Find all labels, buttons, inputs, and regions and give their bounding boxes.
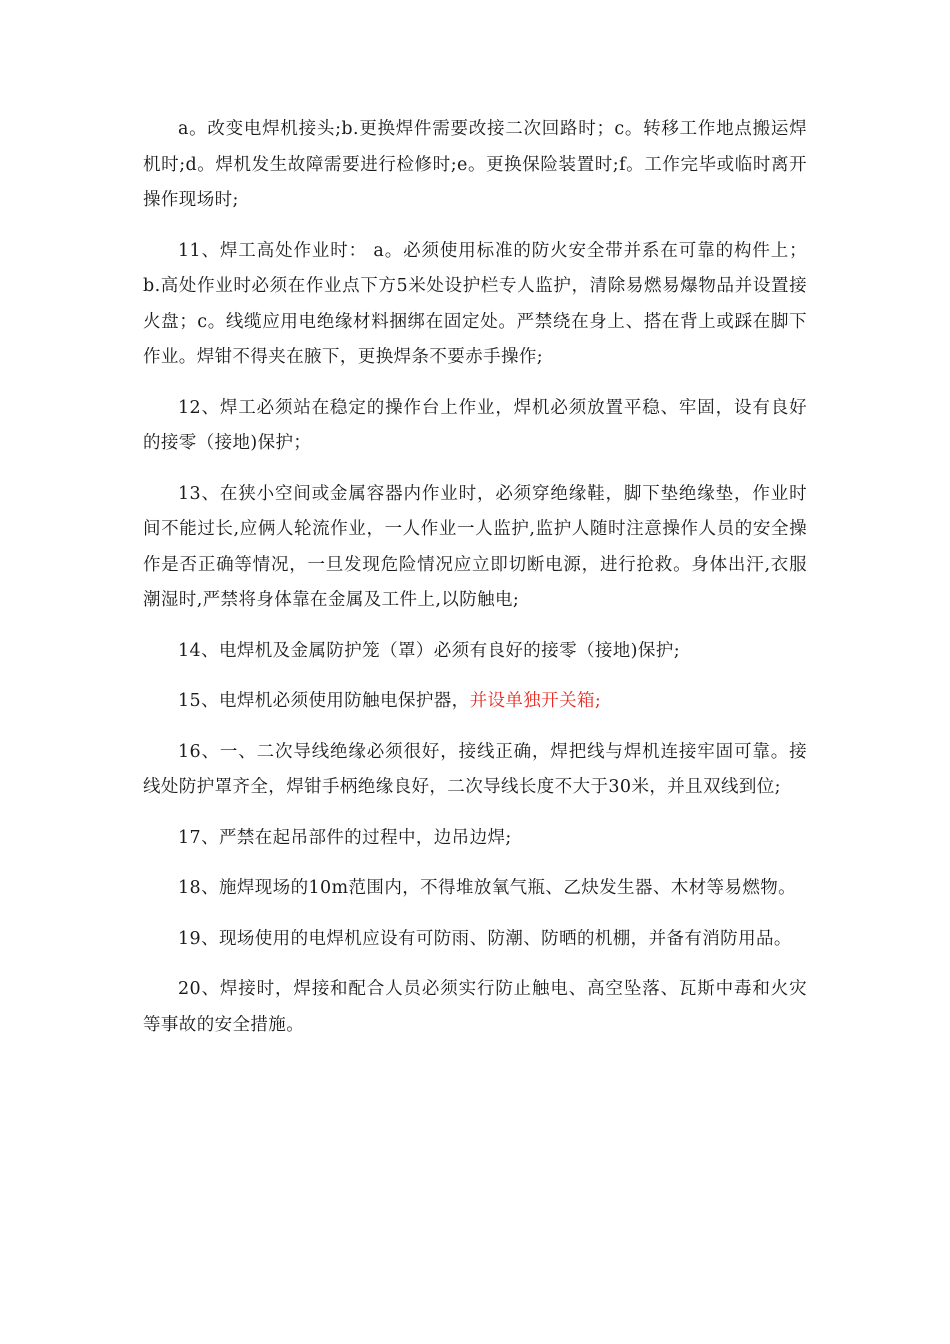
paragraph-item-20: 20、焊接时，焊接和配合人员必须实行防止触电、高空坠落、瓦斯中毒和火灾等事故的安全措施。 (143, 979, 807, 1035)
document-body (143, 112, 807, 1058)
paragraph-15-highlight: 并设单独开关箱; (469, 691, 602, 711)
paragraph-item-a: a。改变电焊机接头;b.更换焊件需要改接二次回路时；c。转移工作地点搬运焊机时;d。焊机发生故障需要进行检修时;e。更换保险装置时;f。工作完毕或临时离开操作现场时; (143, 119, 807, 210)
paragraph-item-18: 18、施焊现场的10m范围内，不得堆放氧气瓶、乙炔发生器、木材等易燃物。 (178, 878, 797, 898)
paragraph-item-17: 17、严禁在起吊部件的过程中，边吊边焊; (178, 827, 512, 848)
paragraph-item-19: 19、现场使用的电焊机应设有可防雨、防潮、防晒的机棚，并备有消防用品。 (178, 928, 792, 949)
paragraph-15-text: 15、电焊机必须使用防触电保护器， (178, 691, 470, 711)
paragraph-item-11: 11、焊工高处作业时： a。必须使用标准的防火安全带并系在可靠的构件上；b.高处作业时必须在作业点下方5米处设护栏专人监护，清除易燃易爆物品并设置接火盘；c。线缆应用电绝缘材料捆绑在固定处。严禁绕在身上、搭在背上或踩在脚下作业。焊钳不得夹在腋下，更换焊条不要赤手操作; (143, 240, 807, 367)
paragraph-item-16: 16、一、二次导线绝缘必须很好，接线正确，焊把线与焊机连接牢固可靠。接线处防护罩齐全，焊钳手柄绝缘良好，二次导线长度不大于30米，并且双线到位; (143, 741, 807, 797)
paragraph-item-15 (143, 684, 807, 720)
paragraph-item-13: 13、在狭小空间或金属容器内作业时，必须穿绝缘鞋，脚下垫绝缘垫，作业时间不能过长,应俩人轮流作业，一人作业一人监护,监护人随时注意操作人员的安全操作是否正确等情况，一旦发现危险情况应立即切断电源，进行抢救。身体出汗,衣服潮湿时,严禁将身体靠在金属及工件上,以防触电; (143, 483, 807, 610)
paragraph-item-12: 12、焊工必须站在稳定的操作台上作业，焊机必须放置平稳、牢固，设有良好的接零（接地)保护； (143, 397, 807, 453)
paragraph-item-14: 14、电焊机及金属防护笼（罩）必须有良好的接零（接地)保护; (178, 640, 680, 661)
